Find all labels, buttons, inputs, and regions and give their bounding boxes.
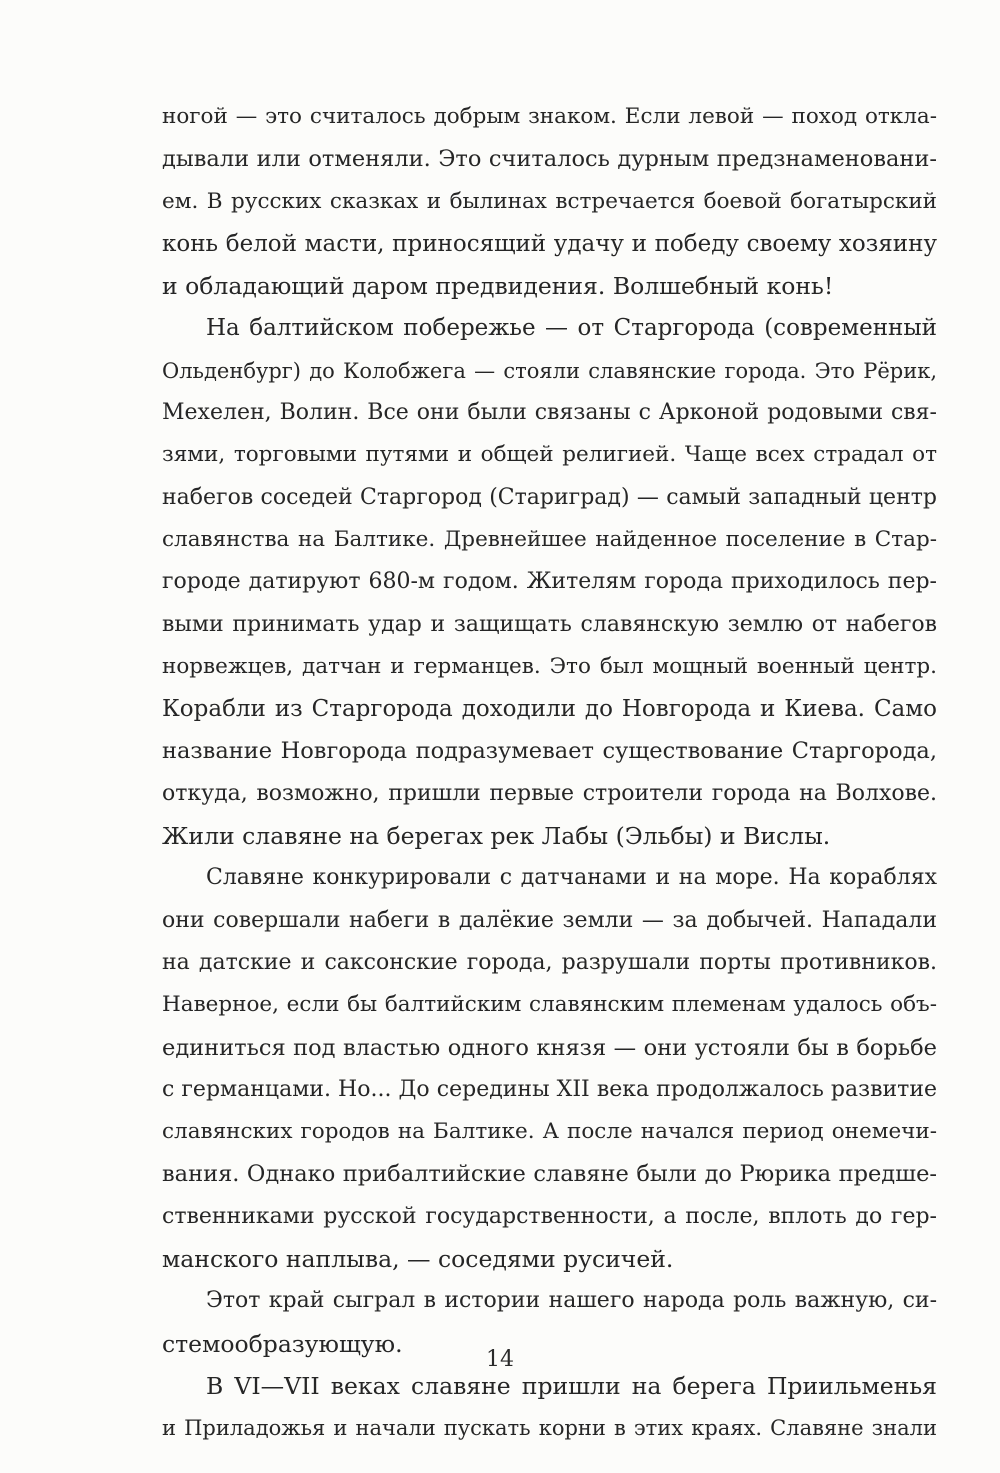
text-line: вания. Однако прибалтийские славяне были до Рюрика предше- bbox=[162, 1161, 937, 1188]
text-line: название Новгорода подразумевает существование Старгорода, bbox=[162, 738, 937, 765]
text-line: и Приладожья и начали пускать корни в этих краях. Славяне знали bbox=[162, 1416, 937, 1441]
text-line: и обладающий даром предвидения. Волшебный конь! bbox=[162, 272, 834, 301]
text-line: Славяне конкурировали с датчанами и на море. На кораблях bbox=[206, 865, 937, 891]
text-line: ственниками русской государственности, а после, вплоть до гер- bbox=[162, 1203, 937, 1229]
text-line: славянских городов на Балтике. А после начался период онемечи- bbox=[162, 1119, 937, 1145]
text-line: зями, торговыми путями и общей религией. Чаще всех страдал от bbox=[162, 442, 937, 468]
text-line: выми принимать удар и защищать славянскую землю от набегов bbox=[162, 611, 937, 637]
text-line: дывали или отменяли. Это считалось дурным предзнаменовани- bbox=[162, 146, 937, 173]
text-line: единиться под властью одного князя — они устояли бы в борьбе bbox=[162, 1034, 937, 1061]
body-text bbox=[162, 96, 937, 1450]
text-line: славянства на Балтике. Древнейшее найденное поселение в Стар- bbox=[162, 526, 937, 552]
page-number: 14 bbox=[486, 1347, 514, 1372]
text-line: с германцами. Но... До середины XII века продолжалось развитие bbox=[162, 1076, 937, 1102]
text-line: Наверное, если бы балтийским славянским племенам удалось объ- bbox=[162, 992, 937, 1018]
text-line: они совершали набеги в далёкие земли — за добычей. Нападали bbox=[162, 907, 937, 933]
text-line: ем. В русских сказках и былинах встречается боевой богатырский bbox=[162, 188, 937, 214]
text-line: В VI—VII веках славяне пришли на берега Приильменья bbox=[206, 1371, 937, 1400]
text-line: Этот край сыграл в истории нашего народа роль важную, си- bbox=[206, 1288, 937, 1314]
text-line: на датские и саксонские города, разрушали порты противников. bbox=[162, 949, 937, 975]
text-line: Жили славяне на берегах рек Лабы (Эльбы) и Вислы. bbox=[162, 822, 831, 851]
text-line: норвежцев, датчан и германцев. Это был мощный военный центр. bbox=[162, 653, 937, 679]
text-line: откуда, возможно, пришли первые строители города на Волхове. bbox=[162, 780, 937, 806]
text-line: ногой — это считалось добрым знаком. Если левой — поход откла- bbox=[162, 104, 937, 129]
text-line: стемообразующую. bbox=[162, 1329, 403, 1358]
text-line: Мехелен, Волин. Все они были связаны с Арконой родовыми свя- bbox=[162, 400, 937, 426]
text-line: манского наплыва, — соседями русичей. bbox=[162, 1245, 674, 1274]
text-line: Корабли из Старгорода доходили до Новгорода и Киева. Само bbox=[162, 696, 937, 723]
text-line: Ольденбург) до Колобжега — стояли славянские города. Это Рёрик, bbox=[162, 358, 937, 383]
text-line: набегов соседей Старгород (Стариград) — самый западный центр bbox=[162, 484, 937, 510]
text-line: конь белой масти, приносящий удачу и победу своему хозяину bbox=[162, 230, 937, 257]
text-line: На балтийском побережье — от Старгорода (современный bbox=[206, 315, 937, 342]
text-line: городе датируют 680-м годом. Жителям города приходилось пер- bbox=[162, 569, 937, 595]
